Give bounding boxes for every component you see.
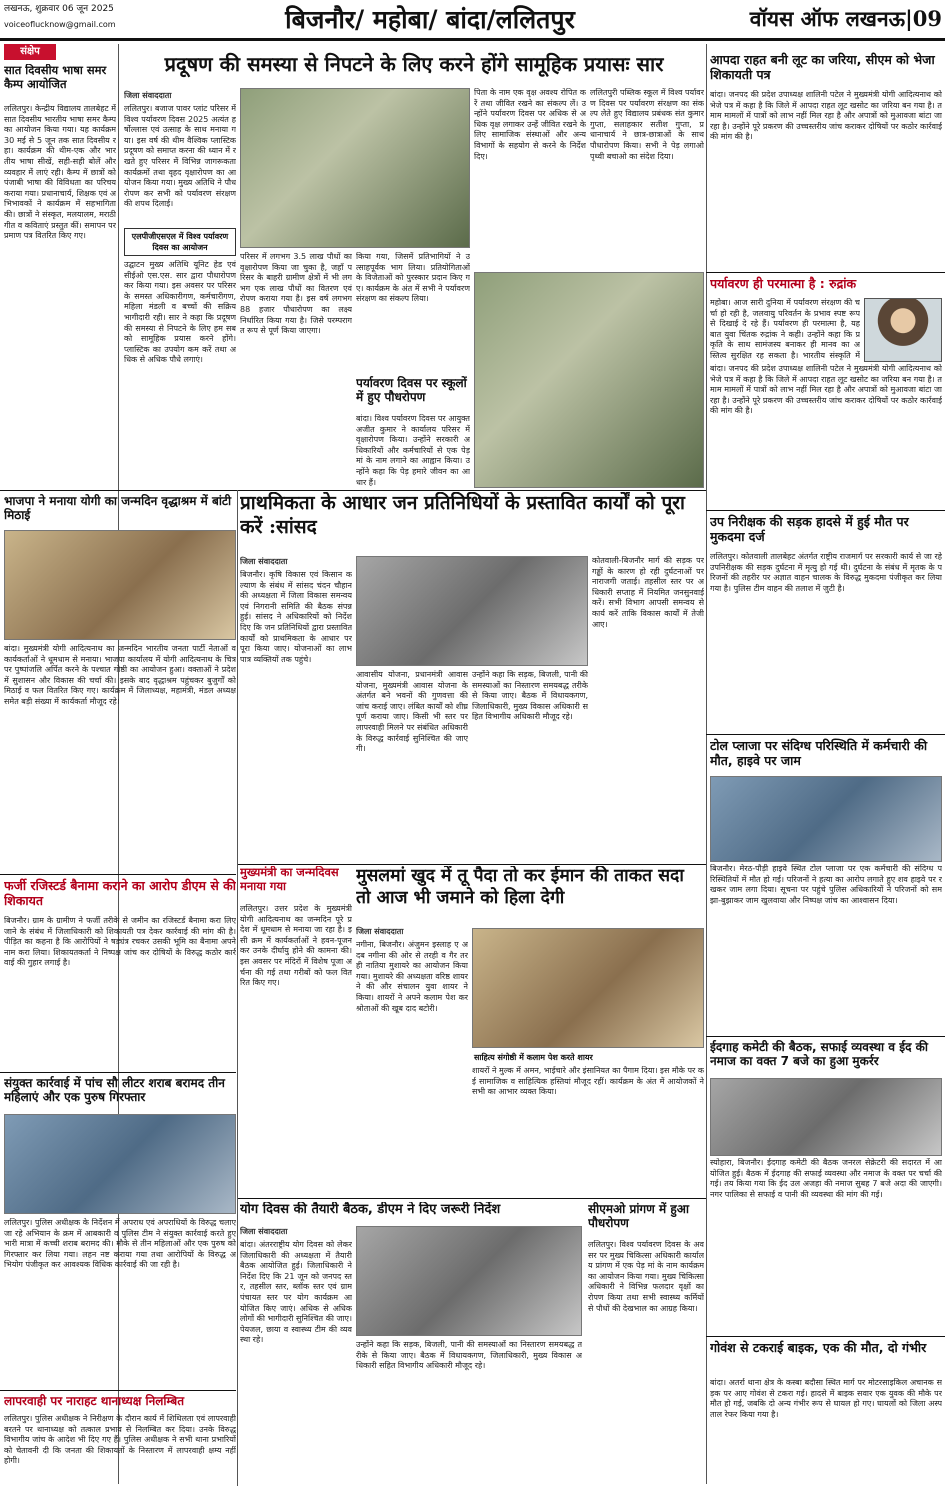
school-plantation-headline: पर्यावरण दिवस पर स्कूलों में हुए पौधरोपण bbox=[356, 376, 467, 405]
divider bbox=[0, 1390, 236, 1391]
eidgah-meeting-photo bbox=[710, 1078, 942, 1156]
yoga-body: बांदा। अंतरराष्ट्रीय योग दिवस को लेकर जिलाधिकारी की अध्यक्षता में तैयारी बैठक आयोजित हुई। जिलाधिकारी ने निर्देश दिए कि 21 जून को जनपद स्तर, तहसील स्तर, ब्लॉक स्तर एवं ग्राम पंचायत स्तर पर योग कार्यक्रम आयोजित किए जाएं। अधिक से अधिक लोगों की भागीदारी सुनिश्चित की जाए। पेयजल, छाया व स्वास्थ्य टीम की व्यवस्था रहे। bbox=[240, 1240, 352, 1345]
right-story-4-headline: टोल प्लाजा पर संदिग्ध परिस्थिति में कर्मचारी की मौत, हाइवे पर जाम bbox=[710, 738, 928, 768]
cmo-plantation-body: ललितपुर। विश्व पर्यावरण दिवस के अवसर पर मुख्य चिकित्सा अधिकारी कार्यालय प्रांगण में एक पेड़ मां के नाम कार्यक्रम का आयोजन किया गया। मुख्य चिकित्सा अधिकारी ने विभिन्न फलदार वृक्षों का रोपण किया तथा सभी स्वास्थ्य कर्मियों से पौधों की देखभाल का आग्रह किया। bbox=[588, 1240, 704, 1313]
mushaira-body-2: शायरों ने मुल्क में अमन, भाईचारे और इंसानियत का पैगाम दिया। इस मौके पर कई सामाजिक व साहित्यिक हस्तियां मौजूद रहीं। कार्यक्रम के अंत में आयोजकों ने सभी का आभार व्यक्त किया। bbox=[472, 1066, 704, 1097]
top-headline: प्रदूषण की समस्या से निपटने के लिए करने होंगे सामूहिक प्रयासः सार bbox=[164, 52, 664, 76]
right-story-4-body: बिजनौर। मेरठ-पौड़ी हाइवे स्थित टोल प्लाजा पर एक कर्मचारी की संदिग्ध परिस्थितियों में मौत हो गई। परिजनों ने हत्या का आरोप लगाते हुए शव हाइवे पर रखकर जाम लगा दिया। सूचना पर पहुंचे पुलिस अधिकारियों ने परिजनों को समझा-बुझाकर जाम खुलवाया और निष्पक्ष जांच का आश्वासन दिया। bbox=[710, 864, 942, 905]
column-divider bbox=[237, 490, 238, 1486]
page-number: |09 bbox=[905, 6, 942, 31]
mushaira-headline: मुसलमां खुद में तू पैदा तो कर ईमान की ताकत सदा तो आज भी जमाने को हिला देगी bbox=[356, 866, 684, 908]
right-story-3-body: ललितपुर। कोतवाली तालबेहट अंतर्गत राष्ट्रीय राजमार्ग पर सरकारी कार्य से जा रहे उपनिरीक्षक की सड़क दुर्घटना में मृत्यु हो गई थी। दुर्घटना के संबंध में मृतक के परिजनों की तहरीर पर अज्ञात वाहन चालक के विरुद्ध मुकदमा पंजीकृत कर लिया गया है। पुलिस टीम वाहन की तलाश में जुटी है। bbox=[710, 552, 942, 593]
brief-badge: संक्षेप bbox=[4, 44, 56, 60]
mp-meeting-photo bbox=[356, 556, 588, 666]
mushaira-caption: साहित्य संगोष्ठी में कलाम पेश करते शायर bbox=[472, 1050, 704, 1064]
left-story-2-headline: भाजपा ने मनाया योगी का जन्मदिन वृद्धाश्रम में बांटी मिठाई bbox=[4, 494, 232, 523]
divider bbox=[0, 1072, 236, 1073]
left-story-4-body: ललितपुर। पुलिस अधीक्षक के निर्देशन में अपराध एवं अपराधियों के विरुद्ध चलाए जा रहे अभियान के क्रम में आबकारी व पुलिस टीम ने संयुक्त कार्रवाई करते हुए भारी मात्रा में कच्ची शराब बरामद की। मौके से तीन महिलाओं और एक पुरुष को गिरफ्तार कर लिया गया। लहन नष्ट कराया गया तथा आरोपियों के विरुद्ध अभियोग पंजीकृत कर आवश्यक विधिक कार्रवाई की जा रही है। bbox=[4, 1218, 236, 1270]
mushaira-body-1: नगीना, बिजनौर। अंजुमन इस्लाह ए अदब नगीना की ओर से तरही व गैर तरही नातिया मुशायरे का आयोजन किया गया। मुशायरे की अध्यक्षता वरिष्ठ शायर ने की और संचालन युवा शायर ने किया। शायरों ने अपने कलाम पेश कर श्रोताओं की खूब दाद बटोरी। bbox=[356, 940, 468, 1013]
mp-body-1: बिजनौर। कृषि विकास एवं किसान कल्याण के संबंध में सांसद चंदन चौहान की अध्यक्षता में जिला विकास समन्वय एवं निगरानी समिति की बैठक संपन्न हुई। सांसद ने अधिकारियों को निर्देश दिए कि जन प्रतिनिधियों द्वारा प्रस्तावित कार्यों को प्राथमिकता के आधार पर पूरा किया जाए। योजनाओं का लाभ पात्र व्यक्तियों तक पहुंचे। bbox=[240, 570, 352, 664]
top-body-3: परिसर में लगभग 3.5 लाख पौधों का वृक्षारोपण किया जा चुका है, जहाँ परिसर के बाहरी ग्रामीण क्षेत्रों में भी लगभग एक लाख पौधों का वितरण एवं रोपण कराया गया है। इस वर्ष लगभग 88 हजार पौधारोपण का लक्ष्य निर्धारित किया गया है। जिसे परम्परागत रूप से पूर्ण किया जाएगा। bbox=[240, 252, 352, 336]
tree-plantation-photo bbox=[240, 88, 470, 248]
cm-birthday-headline: मुख्यमंत्री का जन्मदिवस मनाया गया bbox=[240, 866, 339, 893]
date-line bbox=[4, 2, 204, 36]
top-body-5: बांदा। विश्व पर्यावरण दिवस पर आयुक्त अजीत कुमार ने कार्यालय परिसर में वृक्षारोपण किया। उन्होंने सरकारी अधिकारियों और कर्मचारियों से एक पेड़ मां के नाम लगाने का आह्वान किया। उन्होंने कहा कि पेड़ हमारे जीवन का आधार हैं। bbox=[356, 414, 470, 487]
divider bbox=[706, 510, 945, 511]
header-rule bbox=[0, 38, 945, 41]
divider bbox=[706, 734, 945, 735]
mp-body-4: कोतवाली-बिजनौर मार्ग की सड़क पर गड्ढों के कारण हो रही दुर्घटनाओं पर नाराजगी जताई। तहसील स्तर पर अधिकारी सप्ताह में नियमित जनसुनवाई करें। सभी विभाग आपसी समन्वय से कार्य करें ताकि विकास कार्यों में तेजी आए। bbox=[592, 556, 704, 629]
divider bbox=[706, 1336, 945, 1337]
mp-body-2: आवासीय योजना, प्रधानमंत्री आवास योजना, मुख्यमंत्री आवास योजना के अंतर्गत बने भवनों की गुणवत्ता की जांच कराई जाए। लंबित कार्यों को शीघ्र पूर्ण कराया जाए। किसी भी स्तर पर लापरवाही मिलने पर संबंधित अधिकारी के विरुद्ध कार्रवाई सुनिश्चित की जाएगी। bbox=[356, 670, 468, 754]
masthead bbox=[690, 4, 942, 38]
toll-plaza-photo bbox=[710, 776, 942, 862]
top-body-4: किया गया, जिसमें प्रतिभागियों ने उत्साहपूर्वक भाग लिया। प्रतियोगिताओं के विजेताओं को पुरस्कार प्रदान किए गए। कार्यक्रम के अंत में सभी ने पर्यावरण संरक्षण का संकल्प लिया। bbox=[356, 252, 470, 304]
right-story-5-headline: ईदगाह कमेटी की बैठक, सफाई व्यवस्था व ईद की नमाज का वक्त 7 बजे का हुआ मुकर्रर bbox=[710, 1040, 928, 1069]
left-story-1-body: ललितपुर। केन्द्रीय विद्यालय तालबेहट में सात दिवसीय भारतीय भाषा समर कैम्प का आयोजन किया गया। यह कार्यक्रम 30 मई से 5 जून तक सात दिवसीय रहा। कार्यक्रम की थीम-एक और भारतीय भाषा सीखें, सही-सही बोलें और व्यवहार में लाएं रही। कैम्प में छात्रों को पंजाबी भाषा की विविधता का परिचय कराया गया। प्रधानाचार्य, शिक्षक एवं अभिभावकों ने कार्यक्रम में सहभागिता की। छात्रों ने संस्कृत, मलयालम, मराठी गीत व कविताएं प्रस्तुत कीं। समापन पर प्रमाण पत्र वितरित किए गए। bbox=[4, 104, 116, 241]
section-title: बिजनौर/ महोबा/ बांदा/ललितपुर bbox=[285, 5, 575, 34]
top-body-1: ललितपुर। बजाज पावर प्लांट परिसर में विश्व पर्यावरण दिवस 2025 अत्यंत हर्षोल्लास एवं उत्साह के साथ मनाया गया। इस वर्ष की थीम वैश्विक प्लास्टिक प्रदूषण को समाप्त करना की ध्यान में रखते हुए परिसर में विभिन्न जागरूकता कार्यक्रमों तथा वृहद वृक्षारोपण का आयोजन किया गया। मुख्य अतिथि ने पौधरोपण कर सभी को पर्यावरण संरक्षण की शपथ दिलाई। bbox=[124, 104, 236, 209]
divider bbox=[238, 864, 706, 865]
yoga-body-2: उन्होंने कहा कि सड़क, बिजली, पानी की समस्याओं का निस्तारण समयबद्ध तरीके से किया जाए। बैठक में विधायकगण, जिलाधिकारी, मुख्य विकास अधिकारी सहित विभागीय अधिकारी मौजूद रहे। bbox=[356, 1340, 582, 1371]
masthead-name: वॉयस ऑफ लखनऊ bbox=[749, 6, 906, 31]
left-story-3-body: बिजनौर। ग्राम के ग्रामीण ने फर्जी तरीके से जमीन का रजिस्टर्ड बैनामा करा लिए जाने के संबंध में जिलाधिकारी को शिकायती पत्र देकर कार्रवाई की मांग की है। पीड़ित का कहना है कि आरोपियों ने षड्यंत्र रचकर उसकी भूमि का बैनामा अपने नाम करा लिया। शिकायतकर्ता ने निष्पक्ष जांच कर दोषियों के विरुद्ध कठोर कार्रवाई की गुहार लगाई है। bbox=[4, 916, 236, 968]
column-divider bbox=[706, 44, 707, 1484]
email-text: voiceoflucknow@gmail.com bbox=[4, 20, 116, 29]
yoga-byline: जिला संवाददाता bbox=[240, 1227, 288, 1236]
right-story-1-headline: आपदा राहत बनी लूट का जरिया, सीएम को भेजा शिकायती पत्र bbox=[710, 52, 935, 82]
mp-headline: प्राथमिकता के आधार जन प्रतिनिधियों के प्रस्तावित कार्यों को पूरा करें :सांसद bbox=[240, 492, 685, 538]
mushaira-photo bbox=[472, 928, 704, 1048]
right-story-1-body: बांदा। जनपद की प्रदेश उपाध्यक्ष शालिनी पटेल ने मुख्यमंत्री योगी आदित्यनाथ को भेजे पत्र में कहा है कि जिले में आपदा राहत लूट खसोट का जरिया बन गया है। तमाम मामलों में पात्रों को लाभ नहीं मिल रहा है और अपात्रों को मुआवजा बांटा जा रहा है। उन्होंने पूरे प्रकरण की उच्चस्तरीय जांच कराकर दोषियों पर कठोर कार्रवाई की मांग की है। bbox=[710, 90, 942, 142]
cm-birthday-body: ललितपुर। उत्तर प्रदेश के मुख्यमंत्री योगी आदित्यनाथ का जन्मदिन पूरे प्रदेश में धूमधाम से मनाया जा रहा है। इसी क्रम में कार्यकर्ताओं ने हवन-पूजन कर उनके दीर्घायु होने की कामना की। इस अवसर पर मंदिरों में विशेष पूजा अर्चना की गई तथा गरीबों को फल वितरित किए गए। bbox=[240, 904, 352, 988]
mp-body-3: उन्होंने कहा कि सड़क, बिजली, पानी की समस्याओं का निस्तारण समयबद्ध तरीके से किया जाए। बैठक में विधायकगण, जिलाधिकारी, मुख्य विकास अधिकारी सहित विभागीय अधिकारी मौजूद रहे। bbox=[472, 670, 588, 722]
right-story-3-headline: उप निरीक्षक की सड़क हादसे में हुई मौत पर मुकदमा दर्ज bbox=[710, 514, 909, 544]
left-story-3-headline: फर्जी रजिस्टर्ड बैनामा कराने का आरोप डीएम से की शिकायत bbox=[4, 878, 236, 908]
right-story-5-body: स्योहारा, बिजनौर। ईदगाह कमेटी की बैठक जनरल सेक्रेटरी की सदारत में आयोजित हुई। बैठक में ईदगाह की सफाई व्यवस्था और नमाज के वक्त पर चर्चा की गई। तय किया गया कि ईद उल अजहा की नमाज सुबह 7 बजे अदा की जाएगी। नगर पालिका से सफाई व पानी की व्यवस्था की मांग की गई। bbox=[710, 1158, 942, 1199]
right-story-2-body-b: बांदा। जनपद की प्रदेश उपाध्यक्ष शालिनी पटेल ने मुख्यमंत्री योगी आदित्यनाथ को भेजे पत्र में कहा है कि जिले में आपदा राहत लूट खसोट का जरिया बन गया है। तमाम मामलों में पात्रों को लाभ नहीं मिल रहा है और अपात्रों को मुआवजा बांटा जा रहा है। उन्होंने पूरे प्रकरण की उच्चस्तरीय जांच कराकर दोषियों पर कठोर कार्रवाई की मांग की है। bbox=[710, 364, 942, 416]
date-text: लखनऊ, शुक्रवार 06 जून 2025 bbox=[4, 4, 114, 14]
right-story-6-body: बांदा। अतर्रा थाना क्षेत्र के कस्बा बदौसा स्थित मार्ग पर मोटरसाइकिल अचानक सड़क पर आए गोवंश से टकरा गई। हादसे में बाइक सवार एक युवक की मौके पर मौत हो गई, जबकि दो अन्य गंभीर रूप से घायल हो गए। घायलों को जिला अस्पताल रेफर किया गया है। bbox=[710, 1378, 942, 1419]
right-story-2-body-a: महोबा। आज सारी दुनिया में पर्यावरण संरक्षण की चर्चा हो रही है, जलवायु परिवर्तन के प्रभाव स्पष्ट रूप से दिखाई दे रहे हैं। पर्यावरण ही परमात्मा है, यह बात युवा चिंतक रुद्रांक ने कही। उन्होंने कहा कि प्रकृति के साथ सामंजस्य बनाकर ही मानव का अस्तित्व सुरक्षित रह सकता है। भारतीय संस्कृति में bbox=[710, 298, 860, 360]
cmo-plantation-headline: सीएमओ प्रांगण में हुआ पौधरोपण bbox=[588, 1202, 690, 1231]
police-arrest-photo bbox=[4, 1114, 236, 1214]
left-story-5-body: ललितपुर। पुलिस अधीक्षक ने निरीक्षण के दौरान कार्य में शिथिलता एवं लापरवाही बरतने पर थानाध्यक्ष को तत्काल प्रभाव से निलम्बित कर दिया। उनके विरुद्ध विभागीय जांच के आदेश भी दिए गए हैं। पुलिस अधीक्षक ने सभी थाना प्रभारियों को चेतावनी दी कि जनता की शिकायतों के निस्तारण में लापरवाही क्षम्य नहीं होगी। bbox=[4, 1414, 236, 1466]
mp-byline: जिला संवाददाता bbox=[240, 557, 288, 566]
left-story-4-headline: संयुक्त कार्रवाई में पांच सौ लीटर शराब बरामद तीन महिलाएं और एक पुरुष गिरफ्तार bbox=[4, 1076, 225, 1105]
author-portrait bbox=[864, 298, 942, 362]
divider bbox=[706, 1036, 945, 1037]
mushaira-byline: जिला संवाददाता bbox=[356, 927, 404, 936]
divider bbox=[118, 490, 706, 491]
top-byline: जिला संवाददाता bbox=[124, 91, 172, 100]
yoga-headline: योग दिवस की तैयारी बैठक, डीएम ने दिए जरूरी निर्देश bbox=[240, 1202, 501, 1217]
school-plantation-photo bbox=[474, 272, 704, 488]
divider bbox=[238, 1198, 706, 1199]
top-body-6: पिता के नाम एक वृक्ष अवश्य रोपित करें तथा जीवित रखने का संकल्प लें। उन्होंने पर्यावरण दिवस पर अधिक से अधिक वृक्ष लगाकर उन्हें जीवित रखने के लिए सामाजिक संस्थाओं और अन्य विभागों के सहयोग से करने के निर्देश दिए। bbox=[474, 88, 586, 161]
top-body-7: ललितपुरी पब्लिक स्कूल में विश्व पर्यावरण दिवस पर पर्यावरण संरक्षण का संकल्प लेते हुए विद्यालय प्रबंधक संत कुमार गुप्ता, सलाहकार सतीश गुप्ता, प्रधानाचार्य ने छात्र-छात्राओं के साथ पौधारोपण किया। सभी ने पेड़ लगाओ पृथ्वी बचाओ का संदेश दिया। bbox=[590, 88, 704, 161]
divider bbox=[0, 874, 236, 875]
top-body-2: उद्घाटन मुख्य अतिथि यूनिट हेड एवं सीईओ एस.एस. सार द्वारा पौधारोपण कर किया गया। इस अवसर पर परिसर के समस्त अधिकारीगण, कर्मचारीगण, महिला मंडली व बच्चों की सक्रिय भागीदारी रही। सार ने कहा कि प्रदूषण की समस्या से निपटने के लिए हम सबको सामूहिक प्रयास करने होंगे। प्लास्टिक का उपयोग कम करें तथा अधिक से अधिक पौधे लगाएं। bbox=[124, 260, 236, 365]
birthday-event-photo bbox=[4, 530, 236, 640]
top-caption: एलपीजीएसएल में विश्व पर्यावरण दिवस का आयोजन bbox=[124, 228, 236, 256]
yoga-meeting-photo bbox=[356, 1226, 582, 1336]
divider bbox=[706, 272, 945, 273]
right-story-2-headline: पर्यावरण ही परमात्मा है : रुद्रांक bbox=[710, 276, 857, 291]
left-story-2-body: बांदा। मुख्यमंत्री योगी आदित्यनाथ का जन्मदिन भारतीय जनता पार्टी नेताओं व कार्यकर्ताओं ने धूमधाम से मनाया। भाजपा कार्यालय में योगी आदित्यनाथ के चित्र पर पुष्पांजलि अर्पित करने के पश्चात गोष्ठी का आयोजन हुआ। वक्ताओं ने प्रदेश में सुशासन और विकास की चर्चा की। इसके बाद वृद्धाश्रम पहुंचकर बुजुर्गों को मिठाई व फल वितरित किए गए। कार्यक्रम में जिलाध्यक्ष, महामंत्री, मंडल अध्यक्ष समेत बड़ी संख्या में कार्यकर्ता मौजूद रहे। bbox=[4, 644, 236, 706]
left-story-5-headline: लापरवाही पर नाराहट थानाध्यक्ष निलम्बित bbox=[4, 1394, 185, 1408]
left-story-1-headline: सात दिवसीय भाषा समर कैम्प आयोजित bbox=[4, 64, 107, 91]
right-story-6-headline: गोवंश से टकराई बाइक, एक की मौत, दो गंभीर bbox=[710, 1340, 927, 1355]
